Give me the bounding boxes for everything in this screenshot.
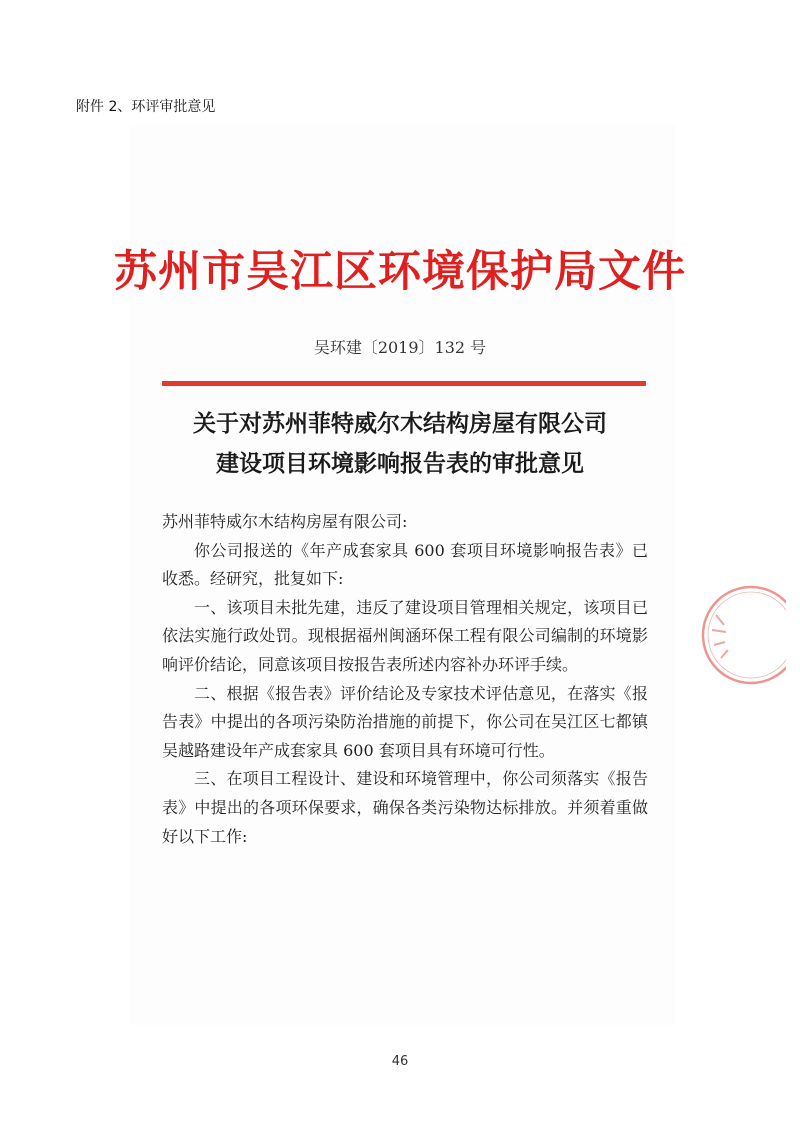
subject-line-2: 建设项目环境影响报告表的审批意见 <box>216 450 584 477</box>
document-number: 吴环建〔2019〕132 号 <box>313 338 487 357</box>
paragraph-receipt: 你公司报送的《年产成套家具 600 套项目环境影响报告表》已收悉。经研究，批复如下: <box>162 540 648 589</box>
attachment-label: 附件 2、环评审批意见 <box>76 99 216 115</box>
document-body <box>162 508 648 851</box>
document-subject <box>0 404 800 484</box>
red-divider-line <box>162 381 646 386</box>
official-seal-stamp <box>676 580 786 690</box>
agency-header-title: 苏州市吴江区环境保护局文件 <box>114 247 686 297</box>
subject-line-1: 关于对苏州菲特威尔木结构房屋有限公司 <box>193 410 607 437</box>
paragraph-item-3: 三、在项目工程设计、建设和环境管理中，你公司须落实《报告表》中提出的各项环保要求，确保各类污染物达标排放。并须着重做好以下工作: <box>162 769 648 846</box>
paragraph-item-1: 一、该项目未批先建，违反了建设项目管理相关规定，该项目已依法实施行政处罚。现根据福州闽涵环保工程有限公司编制的环境影响评价结论，同意该项目按报告表所述内容补办环评手续。 <box>162 597 648 674</box>
paragraph-item-2: 二、根据《报告表》评价结论及专家技术评估意见，在落实《报告表》中提出的各项污染防治措施的前提下，你公司在吴江区七都镇吴越路建设年产成套家具 600 套项目具有环境可行性。 <box>162 683 648 760</box>
addressee: 苏州菲特威尔木结构房屋有限公司: <box>162 512 408 531</box>
page-number: 46 <box>391 1054 409 1069</box>
